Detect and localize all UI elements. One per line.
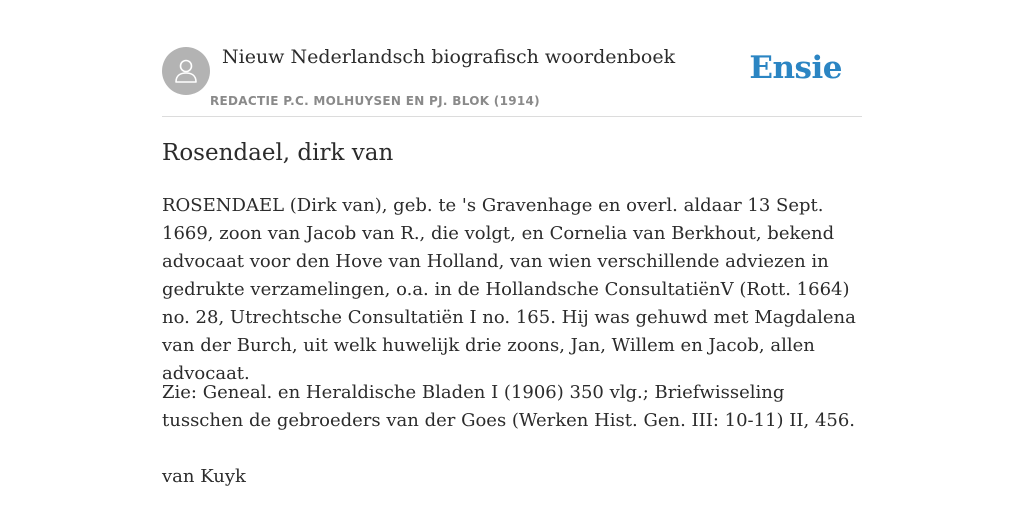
book-title[interactable]: Nieuw Nederlandsch biografisch woordenboek — [222, 46, 676, 68]
source-header — [162, 0, 862, 117]
user-icon — [172, 57, 200, 85]
article-page — [162, 0, 862, 487]
avatar[interactable] — [162, 47, 210, 95]
editors-credit: REDACTIE P.C. MOLHUYSEN EN PJ. BLOK (1914) — [210, 94, 540, 108]
entry-title: Rosendael, dirk van — [162, 140, 394, 166]
entry-paragraph-references: Zie: Geneal. en Heraldische Bladen I (1906) 350 vlg.; Briefwisseling tusschen de gebroeders van der Goes (Werken Hist. Gen. III: 10-11) II, 456. — [162, 382, 856, 431]
ensie-logo[interactable]: Ensie — [749, 50, 842, 86]
entry-author: van Kuyk — [162, 466, 246, 487]
entry-paragraph-main: ROSENDAEL (Dirk van), geb. te 's Gravenhage en overl. aldaar 13 Sept. 1669, zoon van Jacob van R., die volgt, en Cornelia van Berkhout, bekend advocaat voor den Hove van Holland, van wien verschillende adviezen in gedrukte verzamelingen, o.a. in de Hollandsche ConsultatiënV (Rott. 1664) no. 28, Utrechtsche Consultatiën I no. 165. Hij was gehuwd met Magdalena van der Burch, uit welk huwelijk drie zoons, Jan, Willem en Jacob, allen advocaat. — [162, 195, 856, 384]
